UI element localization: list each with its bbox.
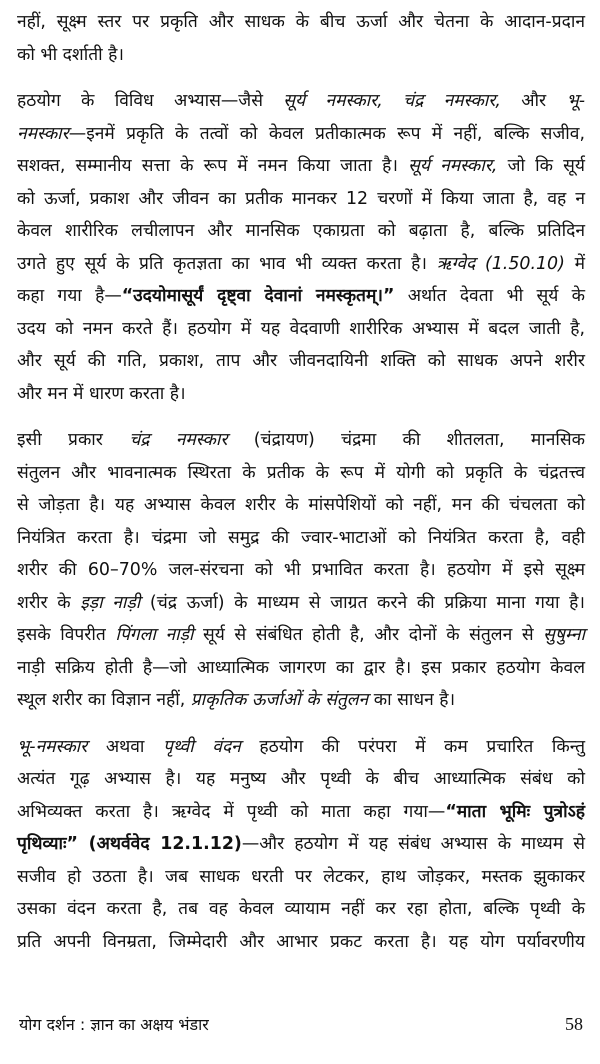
text-run: नियंत्रित करता है। चंद्रमा जो समुद्र की ज्वार-भाटाओं को नियंत्रित करता है, वही: [17, 527, 585, 548]
text-line: [17, 150, 585, 183]
text-run: शरीर की 60–70% जल-संरचना को भी प्रभावित करता है। हठयोग में इसे सूक्ष्म: [17, 560, 585, 580]
text-run: —और हठयोग में यह संबंध अभ्यास के माध्यम से: [241, 834, 586, 854]
text-line: [17, 861, 585, 894]
text-run: अभिव्यक्त करता है। ऋग्वेद में पृथ्वी को माता कहा गया—: [17, 801, 446, 822]
page-body-text: [17, 6, 585, 958]
text-run: उदय को नमन करते हैं। हठयोग में यह वेदवाणी शारीरिक अभ्यास में बदल जाती है,: [17, 318, 585, 339]
italic-term: ऋग्वेद (1.50.10): [436, 253, 565, 274]
text-line: [17, 554, 585, 587]
text-run: अथवा: [87, 736, 163, 757]
text-run: हठयोग की परंपरा में कम प्रचारित किन्तु: [240, 736, 585, 757]
text-line: [17, 85, 585, 118]
text-line: [17, 313, 585, 346]
text-run: शरीर के: [17, 592, 81, 613]
text-run: अत्यंत गूढ़ अभ्यास है। यह मनुष्य और पृथ्वी के बीच आध्यात्मिक संबंध को: [17, 769, 585, 789]
text-run: प्रति अपनी विनम्रता, जिम्मेदारी और आभार प्रकट करता है। यह योग पर्यावरणीय: [17, 931, 585, 952]
italic-term: भू-: [566, 91, 585, 111]
italic-term: पिंगला नाड़ी: [115, 625, 194, 645]
text-line: [17, 731, 585, 764]
italic-term: चंद्र नमस्कार: [129, 430, 228, 450]
text-run: अर्थात देवता भी सूर्य के: [394, 286, 585, 306]
italic-term: प्राकृतिक ऊर्जाओं के संतुलन: [190, 690, 369, 710]
text-run: सशक्त, सम्मानीय सत्ता के रूप में नमन किया जाता है।: [17, 156, 409, 176]
text-run: और मन में धारण करता है।: [17, 383, 186, 404]
text-line: [17, 652, 585, 685]
text-line: [17, 424, 585, 457]
text-line: [17, 926, 585, 959]
text-line: [17, 619, 585, 652]
text-run: सूर्य से संबंधित होती है, और दोनों के संतुलन से: [193, 625, 544, 645]
running-footer-title: योग दर्शन : ज्ञान का अक्षय भंडार: [19, 1015, 209, 1034]
italic-term: भू-नमस्कार: [17, 736, 88, 757]
text-run: को ऊर्जा, प्रकाश और जीवन का प्रतीक मानकर 12 चरणों में किया जाता है, वह न: [17, 188, 585, 209]
text-line: [17, 280, 585, 313]
text-run: कहा गया है—: [17, 286, 122, 306]
page-number: 58: [565, 1014, 583, 1034]
text-run: उसका वंदन करता है, तब वह केवल व्यायाम नहीं कर रहा होता, बल्कि पृथ्वी के: [17, 899, 585, 919]
text-line: [17, 587, 585, 620]
text-run: —इनमें प्रकृति के तत्वों को केवल प्रतीकात्मक रूप में नहीं, बल्कि सजीव,: [68, 123, 585, 144]
text-run: का साधन है।: [368, 690, 456, 710]
text-line: [17, 248, 585, 281]
bold-quote: “माता भूमिः पुत्रोऽहं: [445, 801, 585, 822]
text-line: [17, 345, 585, 378]
text-line: [17, 763, 585, 796]
text-line: [17, 893, 585, 926]
italic-term: चंद्र नमस्कार,: [403, 91, 501, 111]
text-line: [17, 6, 585, 39]
paragraph-gap: [17, 410, 585, 424]
text-line: [17, 489, 585, 522]
text-run: सजीव हो उठता है। जब साधक धरती पर लेटकर, हाथ जोड़कर, मस्तक झुकाकर: [17, 866, 585, 887]
text-run: से जोड़ता है। यह अभ्यास केवल शरीर के मांसपेशियों को नहीं, मन की चंचलता को: [17, 495, 585, 515]
text-run: नहीं, सूक्ष्म स्तर पर प्रकृति और साधक के बीच ऊर्जा और चेतना के आदान-प्रदान: [17, 12, 585, 32]
text-run: और: [500, 91, 567, 111]
text-run: (चंद्र ऊर्जा) के माध्यम से जाग्रत करने की प्रक्रिया माना गया है।: [140, 592, 585, 613]
text-run: संतुलन और भावनात्मक स्थिरता के प्रतीक के रूप में योगी को प्रकृति के चंद्रतत्त्व: [17, 462, 585, 483]
text-run: हठयोग के विविध अभ्यास—जैसे: [17, 91, 284, 111]
paragraph-gap: [17, 71, 585, 85]
text-run: जो कि सूर्य: [497, 156, 585, 176]
text-run: (चंद्रायण) चंद्रमा की शीतलता, मानसिक: [227, 430, 585, 450]
italic-term: सूर्य नमस्कार,: [408, 156, 498, 176]
text-line: [17, 183, 585, 216]
text-run: केवल शारीरिक लचीलापन और मानसिक एकाग्रता को बढ़ाता है, बल्कि प्रतिदिन: [17, 221, 585, 241]
text-line: [17, 828, 585, 861]
text-run: [383, 91, 403, 111]
italic-term: नमस्कार: [17, 123, 69, 144]
italic-term: इड़ा नाड़ी: [80, 592, 141, 613]
text-run: और सूर्य की गति, प्रकाश, ताप और जीवनदायिनी शक्ति को साधक अपने शरीर: [17, 351, 585, 371]
text-run: में: [564, 253, 585, 274]
text-run: उगते हुए सूर्य के प्रति कृतज्ञता का भाव भी व्यक्त करता है।: [17, 253, 437, 274]
text-line: [17, 796, 585, 829]
italic-term: सुषुम्ना: [543, 625, 585, 645]
text-line: [17, 684, 585, 717]
text-line: [17, 118, 585, 151]
bold-quote: पृथिव्याः” (अथर्ववेद 12.1.12): [17, 834, 242, 854]
text-run: को भी दर्शाती है।: [17, 44, 124, 65]
bold-quote: “उदयोमासूर्यं दृष्ट्वा देवानां नमस्कृतम्।”: [121, 286, 395, 306]
text-line: [17, 378, 585, 411]
page-footer: [19, 1013, 583, 1035]
text-line: [17, 457, 585, 490]
text-line: [17, 522, 585, 555]
text-line: [17, 215, 585, 248]
text-run: इसी प्रकार: [17, 430, 130, 450]
italic-term: पृथ्वी वंदन: [162, 736, 241, 757]
paragraph: [17, 85, 585, 410]
italic-term: सूर्य नमस्कार,: [283, 91, 383, 111]
text-run: स्थूल शरीर का विज्ञान नहीं,: [17, 690, 191, 710]
paragraph: [17, 6, 585, 71]
paragraph-gap: [17, 717, 585, 731]
text-run: नाड़ी सक्रिय होती है—जो आध्यात्मिक जागरण का द्वार है। इस प्रकार हठयोग केवल: [17, 657, 585, 678]
text-line: [17, 39, 585, 72]
paragraph: [17, 731, 585, 959]
text-run: इसके विपरीत: [17, 625, 116, 645]
paragraph: [17, 424, 585, 717]
